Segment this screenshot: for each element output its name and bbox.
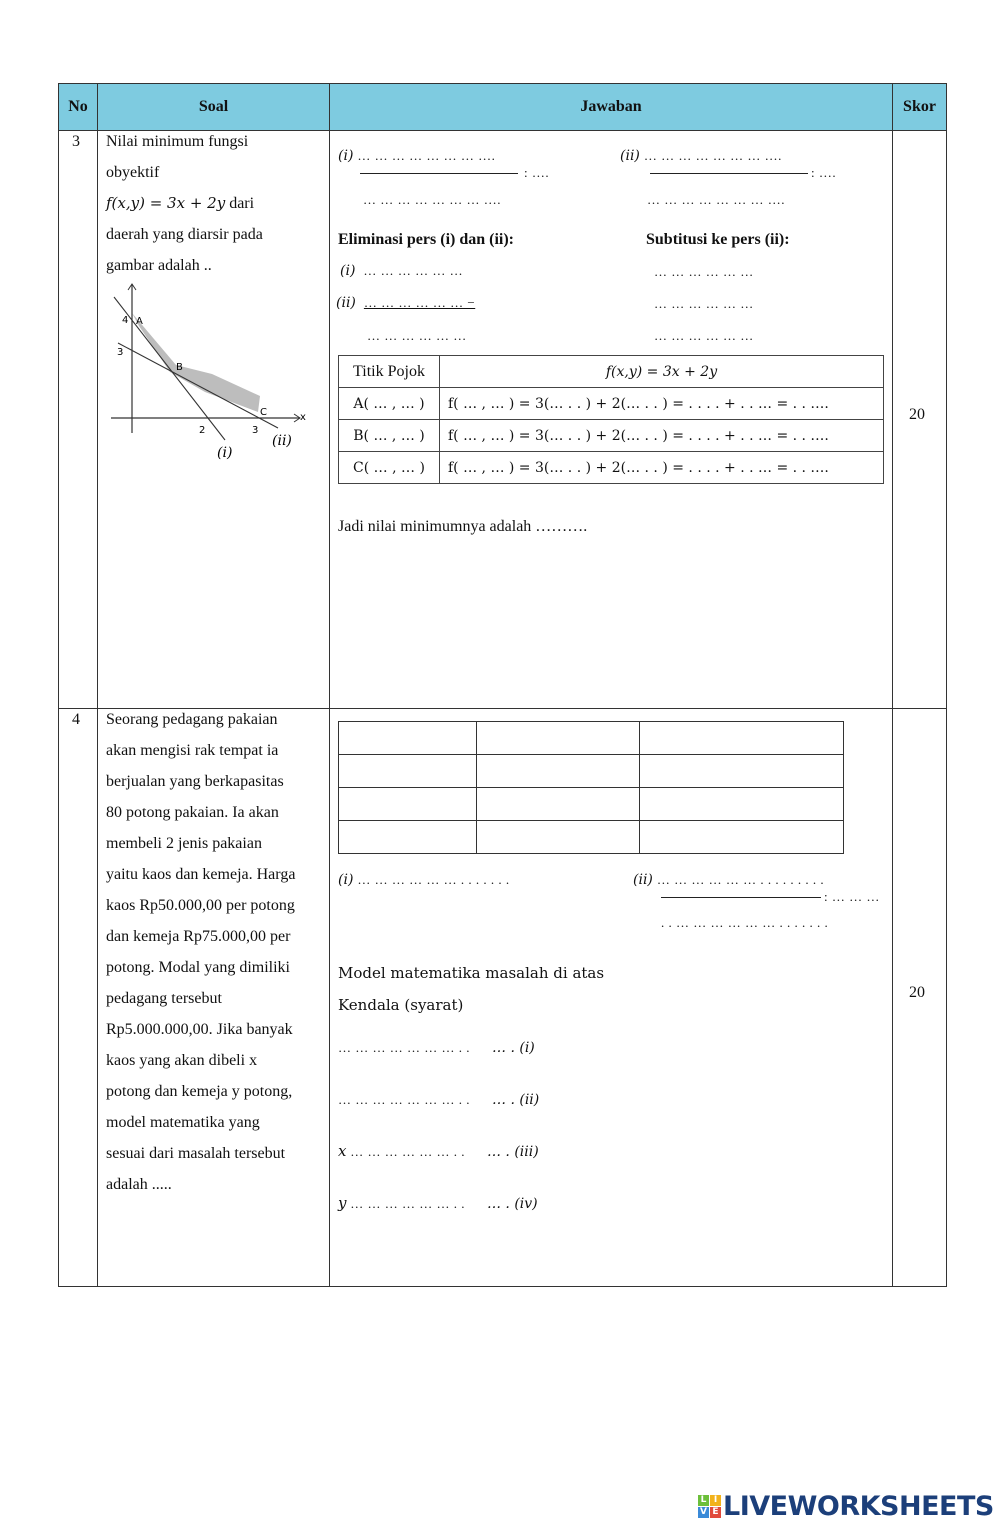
- q3-text-line: obyektif: [106, 164, 160, 181]
- answer-blank[interactable]: … … … … … … … ….: [363, 192, 501, 207]
- liveworksheets-logo: [698, 1491, 994, 1522]
- corner-point-cell[interactable]: B( … , … ): [339, 420, 440, 452]
- label-x2: 2: [199, 425, 206, 436]
- q3-text-line: Nilai minimum fungsi: [106, 133, 249, 150]
- constraint-row: [338, 1194, 538, 1213]
- table-row: [339, 420, 884, 452]
- corner-point-cell[interactable]: A( … , … ): [339, 388, 440, 420]
- q4-text-line: potong. Modal yang dimiliki: [106, 959, 290, 976]
- q4-text-line: Rp5.000.000,00. Jika banyak: [106, 1021, 293, 1038]
- q3-eq-ii: [620, 147, 782, 165]
- q3-text-line: gambar adalah ..: [106, 257, 212, 274]
- answer-blank[interactable]: … … … … … … . .: [346, 1144, 465, 1159]
- division-line: [360, 173, 518, 174]
- column-header: Titik Pojok: [339, 356, 440, 388]
- header-soal: Soal: [98, 84, 329, 130]
- eq-label: (ii): [336, 295, 356, 311]
- constraint-row: [338, 1090, 539, 1109]
- blank-cell[interactable]: [477, 821, 640, 854]
- q4-text-line: pedagang tersebut: [106, 990, 222, 1007]
- q4-text-line: dan kemeja Rp75.000,00 per: [106, 928, 291, 945]
- label-C: C: [260, 407, 267, 418]
- eq-label: (i): [338, 148, 354, 164]
- q4-text-line: Seorang pedagang pakaian: [106, 711, 278, 728]
- model-title: Model matematika masalah di atas: [338, 964, 605, 982]
- constraint-tag: … . (ii): [492, 1092, 540, 1108]
- answer-blank[interactable]: … … … … … …: [363, 263, 464, 278]
- q3-func-math: f(x,y) = 3x + 2y: [106, 194, 226, 212]
- table-border: [58, 83, 59, 1287]
- answer-blank[interactable]: … … … … … …: [654, 264, 754, 279]
- blank-cell[interactable]: [640, 788, 844, 821]
- q4-text-line: model matematika yang: [106, 1114, 260, 1131]
- label-x3: 3: [252, 425, 259, 436]
- label-x: x: [300, 412, 306, 423]
- q4-score: 20: [909, 984, 925, 1001]
- blank-cell[interactable]: [339, 821, 477, 854]
- answer-blank[interactable]: … … … … … … … ….: [357, 148, 496, 163]
- q4-text-line: sesuai dari masalah tersebut: [106, 1145, 286, 1162]
- blank-cell[interactable]: [640, 755, 844, 788]
- blank-cell[interactable]: [339, 755, 477, 788]
- header-no: No: [59, 84, 97, 130]
- eq-label: (ii): [633, 872, 653, 888]
- eq-label: (i): [340, 263, 356, 279]
- value-cell[interactable]: f( … , … ) = 3(… . . ) + 2(… . . ) = . . . . + . . … = . . ….: [440, 420, 884, 452]
- constraint-row: [338, 1038, 535, 1057]
- constraint-tag: … . (iv): [486, 1196, 538, 1212]
- answer-blank[interactable]: … … … … … … … ….: [647, 192, 785, 207]
- value-cell[interactable]: f( … , … ) = 3(… . . ) + 2(… . . ) = . . . . + . . … = . . ….: [440, 388, 884, 420]
- table-border: [946, 83, 947, 1287]
- table-border: [97, 83, 98, 1287]
- logo-text: LIVEWORKSHEETS: [723, 1491, 994, 1522]
- blank-cell[interactable]: [640, 821, 844, 854]
- blank-cell[interactable]: [477, 755, 640, 788]
- corner-point-table: [338, 355, 884, 484]
- q4-text-line: 80 potong pakaian. Ia akan: [106, 804, 279, 821]
- q3-eq-i: [338, 147, 495, 165]
- division-line: [650, 173, 808, 174]
- conclusion-text[interactable]: Jadi nilai minimumnya adalah ……….: [338, 518, 588, 535]
- q3-text-line: daerah yang diarsir pada: [106, 226, 263, 243]
- label-y3: 3: [117, 347, 124, 358]
- blank-cell[interactable]: [477, 722, 640, 755]
- column-header: f(x,y) = 3x + 2y: [440, 356, 884, 388]
- divisor-blank[interactable]: : ….: [524, 165, 550, 180]
- variable-label: x: [338, 1142, 347, 1160]
- badge-letter: I: [710, 1495, 721, 1506]
- answer-blank[interactable]: . . … … … … … … . . . . . . .: [661, 915, 829, 930]
- table-row: [339, 755, 844, 788]
- elim-row: [336, 294, 475, 312]
- q3-score: 20: [909, 406, 925, 423]
- label-line-i: (i): [217, 445, 233, 461]
- answer-blank[interactable]: … … … … … … … . .: [338, 1092, 470, 1107]
- label-B: B: [176, 362, 183, 373]
- q4-text-line: membeli 2 jenis pakaian: [106, 835, 262, 852]
- q3-function: [106, 188, 326, 219]
- badge-letter: E: [710, 1507, 721, 1518]
- answer-blank[interactable]: … … … … … … . . . . . . .: [357, 872, 510, 887]
- answer-blank[interactable]: … … … … … … . . . . . . . . .: [656, 872, 825, 887]
- answer-blank[interactable]: … … … … … … −: [363, 295, 476, 310]
- q4-text-line: yaitu kaos dan kemeja. Harga: [106, 866, 296, 883]
- q4-text-line: berjualan yang berkapasitas: [106, 773, 284, 790]
- eq-label: (i): [338, 872, 354, 888]
- table-border: [329, 83, 330, 1287]
- answer-blank[interactable]: … … … … … …: [654, 296, 754, 311]
- table-row: [339, 388, 884, 420]
- divisor-blank[interactable]: : ….: [811, 165, 837, 180]
- q4-text-line: kaos yang akan dibeli x: [106, 1052, 258, 1069]
- substitution-title: Subtitusi ke pers (ii):: [646, 231, 790, 248]
- q3-number: 3: [72, 133, 80, 150]
- label-line-ii: (ii): [272, 433, 292, 449]
- constraint-row: [338, 1142, 539, 1161]
- divisor-blank[interactable]: : … … …: [824, 889, 880, 904]
- badge-letter: L: [698, 1495, 709, 1506]
- label-y4: 4: [122, 315, 129, 326]
- table-row: [339, 722, 844, 755]
- table-row: [339, 788, 844, 821]
- constraint-tag: … . (iii): [486, 1144, 539, 1160]
- blank-cell[interactable]: [339, 722, 477, 755]
- elim-row: [340, 262, 463, 280]
- badge-letter: V: [698, 1507, 709, 1518]
- blank-table: [338, 721, 844, 854]
- q4-eq-i: [338, 871, 510, 889]
- q3-question: [106, 126, 326, 281]
- eq-label: (ii): [620, 148, 640, 164]
- value-cell[interactable]: f( … , … ) = 3(… . . ) + 2(… . . ) = . . . . + . . … = . . ….: [440, 452, 884, 484]
- q4-text-line: kaos Rp50.000,00 per potong: [106, 897, 295, 914]
- constraint-tag: … . (i): [492, 1040, 535, 1056]
- table-border: [892, 83, 893, 1287]
- table-border: [58, 83, 947, 84]
- q4-text-line: adalah .....: [106, 1176, 172, 1193]
- live-badge-icon: [698, 1495, 721, 1518]
- answer-blank[interactable]: … … … … … … … ….: [643, 148, 782, 163]
- answer-blank[interactable]: … … … … … …: [654, 328, 754, 343]
- elimination-title: Eliminasi pers (i) dan (ii):: [338, 231, 515, 248]
- header-skor: Skor: [893, 84, 946, 130]
- q4-question: [106, 704, 326, 1200]
- division-line: [661, 897, 821, 898]
- answer-blank[interactable]: … … … … … … … . .: [338, 1040, 470, 1055]
- q4-eq-ii: [633, 871, 824, 889]
- blank-cell[interactable]: [339, 788, 477, 821]
- variable-label: y: [338, 1194, 347, 1212]
- shaded-region: [132, 313, 260, 412]
- blank-cell[interactable]: [640, 722, 844, 755]
- table-header-row: [339, 356, 884, 388]
- header-jawaban: Jawaban: [330, 84, 892, 130]
- table-border: [58, 1286, 947, 1287]
- table-row: [339, 452, 884, 484]
- label-A: A: [136, 316, 143, 327]
- corner-point-cell[interactable]: C( … , … ): [339, 452, 440, 484]
- q4-number: 4: [72, 711, 80, 728]
- constraints-title: Kendala (syarat): [338, 996, 464, 1014]
- answer-blank[interactable]: … … … … … …: [367, 328, 467, 343]
- line-ii: [118, 343, 278, 428]
- blank-cell[interactable]: [477, 788, 640, 821]
- q3-func-suffix: dari: [225, 195, 255, 212]
- table-row: [339, 821, 844, 854]
- q3-graph: [100, 280, 320, 470]
- answer-blank[interactable]: … … … … … … . .: [346, 1196, 465, 1211]
- q4-text-line: akan mengisi rak tempat ia: [106, 742, 279, 759]
- q4-text-line: potong dan kemeja y potong,: [106, 1083, 293, 1100]
